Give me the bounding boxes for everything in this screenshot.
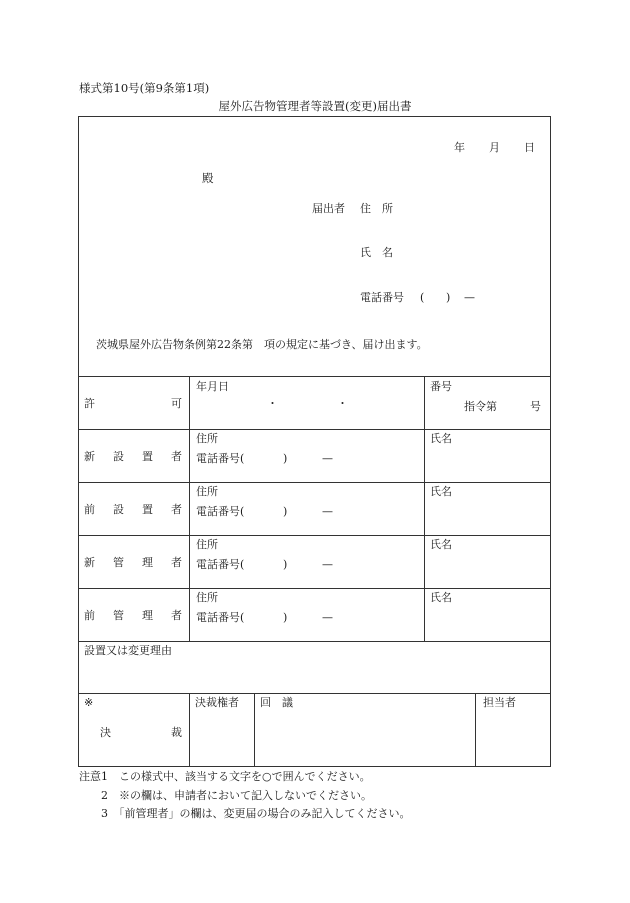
declaration-text: 茨城県屋外広告物条例第22条第 項の規定に基づき、届け出ます。 xyxy=(96,338,428,351)
addressee-suffix: 殿 xyxy=(202,171,214,185)
party-address-label: 住所 xyxy=(196,432,218,445)
decision-authority-label: 決裁権者 xyxy=(195,696,239,709)
party-phone-dash: — xyxy=(322,452,333,465)
applicant-phone-close: ) xyxy=(446,291,451,304)
party-address-label: 住所 xyxy=(196,538,218,551)
permit-date-dot-1: ・ xyxy=(267,397,278,410)
permit-label: 許 可 xyxy=(84,397,182,410)
party-phone-label: 電話番号( xyxy=(196,452,245,465)
party-label: 新 設 置 者 xyxy=(84,450,182,463)
rule-reason xyxy=(78,641,551,642)
party-phone-dash: — xyxy=(322,505,333,518)
party-label: 前 管 理 者 xyxy=(84,609,182,622)
decision-council-label: 回 議 xyxy=(260,696,293,709)
applicant-label: 届出者 xyxy=(312,202,345,215)
rule-party-2 xyxy=(78,482,551,483)
reason-label: 設置又は変更理由 xyxy=(84,644,172,657)
party-phone-dash: — xyxy=(322,558,333,571)
col-staff-divider xyxy=(475,693,476,767)
decision-staff-label: 担当者 xyxy=(483,696,516,709)
col-name-divider xyxy=(424,376,425,641)
party-name-label: 氏名 xyxy=(430,432,452,445)
form-title: 屋外広告物管理者等設置(変更)届出書 xyxy=(218,99,412,113)
party-phone-label: 電話番号( xyxy=(196,558,245,571)
rule-permit-top xyxy=(78,376,551,377)
party-address-label: 住所 xyxy=(196,485,218,498)
date-month-label: 月 xyxy=(489,141,500,154)
party-phone-close: ) xyxy=(283,558,288,571)
permit-number-value: 指令第 号 xyxy=(464,400,541,413)
decision-label: 決 裁 xyxy=(100,726,182,739)
party-name-label: 氏名 xyxy=(430,538,452,551)
note-2: 2 ※の欄は、申請者において記入しないでください。 xyxy=(101,789,372,802)
date-day-label: 日 xyxy=(524,141,535,154)
reserved-mark: ※ xyxy=(84,696,94,709)
date-year-label: 年 xyxy=(454,141,465,154)
party-phone-close: ) xyxy=(283,505,288,518)
party-address-label: 住所 xyxy=(196,591,218,604)
applicant-address-label: 住 所 xyxy=(360,202,393,215)
rule-party-4 xyxy=(78,588,551,589)
party-label: 前 設 置 者 xyxy=(84,503,182,516)
rule-party-1 xyxy=(78,429,551,430)
applicant-phone-open: ( xyxy=(420,291,425,304)
permit-date-label: 年月日 xyxy=(196,380,229,393)
rule-party-3 xyxy=(78,535,551,536)
form-number: 様式第10号(第9条第1項) xyxy=(79,81,210,95)
applicant-phone-label: 電話番号 xyxy=(360,291,404,304)
permit-date-dot-2: ・ xyxy=(337,397,348,410)
party-phone-close: ) xyxy=(283,452,288,465)
note-3: 3 「前管理者」の欄は、変更届の場合のみ記入してください。 xyxy=(101,807,411,820)
permit-number-label: 番号 xyxy=(430,380,452,393)
party-phone-dash: — xyxy=(322,611,333,624)
party-name-label: 氏名 xyxy=(430,485,452,498)
party-phone-label: 電話番号( xyxy=(196,505,245,518)
col-label-divider xyxy=(189,376,190,641)
party-phone-label: 電話番号( xyxy=(196,611,245,624)
applicant-phone-dash: — xyxy=(464,291,475,304)
party-phone-close: ) xyxy=(283,611,288,624)
rule-decision xyxy=(78,693,551,694)
col-council-divider xyxy=(254,693,255,767)
party-name-label: 氏名 xyxy=(430,591,452,604)
party-label: 新 管 理 者 xyxy=(84,556,182,569)
applicant-name-label: 氏 名 xyxy=(360,246,393,259)
note-1: 注意1 この様式中、該当する文字を○で囲んでください。 xyxy=(79,770,371,783)
col-authority-divider xyxy=(189,693,190,767)
